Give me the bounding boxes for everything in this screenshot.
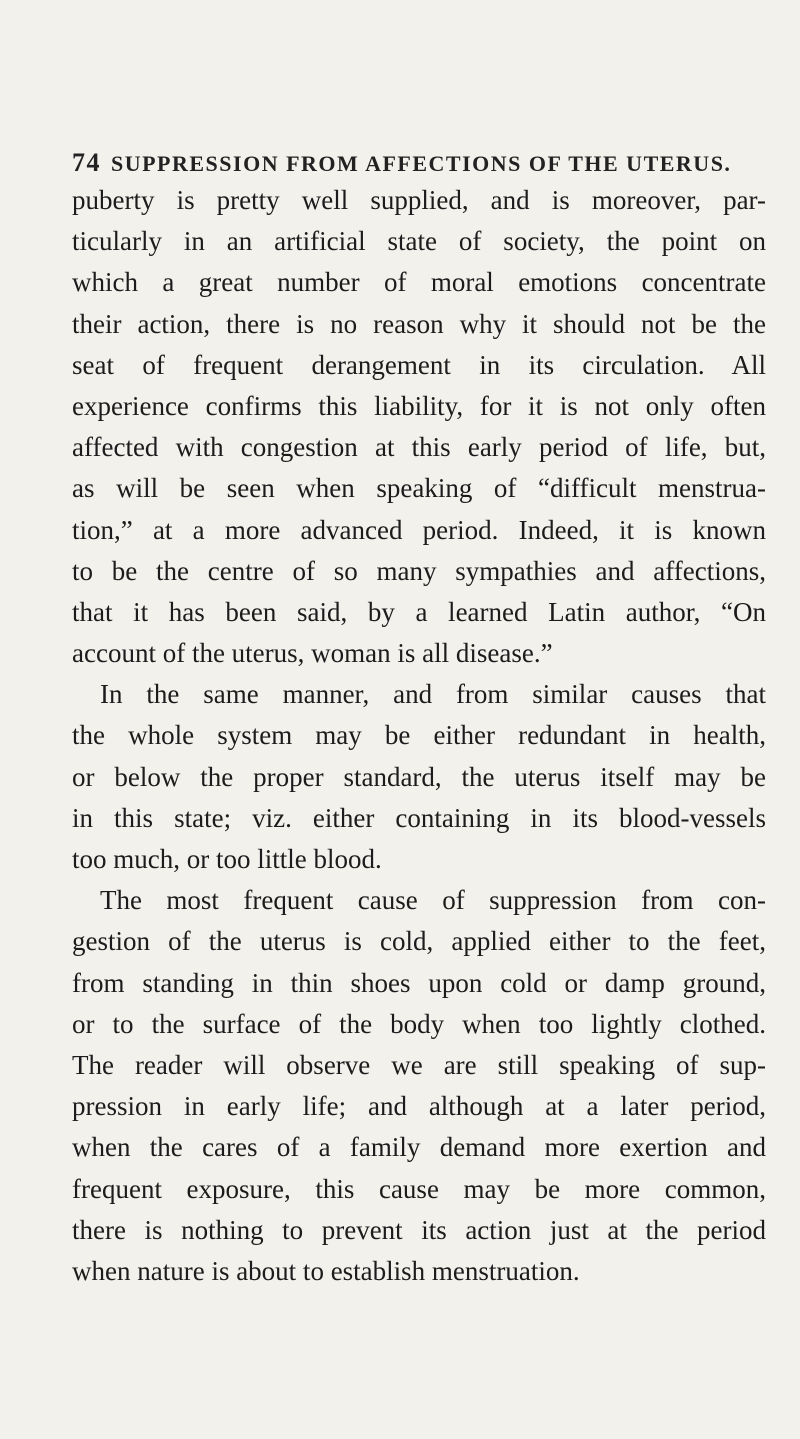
text-line: pression in early life; and although at a later period,	[72, 1091, 766, 1122]
paragraph	[72, 180, 766, 674]
text-line: in this state; viz. either containing in its blood-vessels	[72, 802, 766, 833]
text-line: or below the proper standard, the uterus itself may be	[72, 761, 766, 792]
text-line: experience confirms this liability, for it is not only often	[72, 390, 766, 421]
text-line: ticularly in an artificial state of society, the point on	[72, 226, 766, 257]
text-line: the whole system may be either redundant in health,	[72, 720, 766, 751]
text-line: puberty is pretty well supplied, and is moreover, par-	[72, 185, 766, 215]
page-number: 74	[72, 148, 101, 177]
text-line: seat of frequent derangement in its circulation. All	[72, 349, 766, 380]
text-line: too much, or too little blood.	[72, 844, 382, 874]
text-line: to be the centre of so many sympathies and affections,	[72, 555, 766, 586]
text-line: as will be seen when speaking of “difficult menstrua-	[72, 473, 766, 504]
paragraph	[72, 674, 766, 880]
body-text	[72, 180, 766, 1292]
text-line: The most frequent cause of suppression from con-	[100, 885, 766, 916]
text-line: or to the surface of the body when too lightly clothed.	[72, 1008, 766, 1039]
text-line: account of the uterus, woman is all disease.”	[72, 638, 553, 669]
text-line: their action, there is no reason why it should not be the	[72, 308, 766, 339]
text-line: gestion of the uterus is cold, applied either to the feet,	[72, 926, 766, 957]
text-line: from standing in thin shoes upon cold or damp ground,	[72, 967, 766, 998]
text-line: frequent exposure, this cause may be more common,	[72, 1173, 766, 1204]
text-line: The reader will observe we are still speaking of sup-	[72, 1049, 766, 1080]
text-line: tion,” at a more advanced period. Indeed, it is known	[72, 514, 766, 545]
text-line: affected with congestion at this early period of life, but,	[72, 432, 766, 463]
text-line: In the same manner, and from similar causes that	[100, 679, 766, 710]
text-line: that it has been said, by a learned Latin author, “On	[72, 596, 766, 627]
paragraph	[72, 880, 766, 1292]
text-line: when the cares of a family demand more exertion and	[72, 1132, 766, 1163]
running-head	[72, 148, 762, 178]
text-line: which a great number of moral emotions concentrate	[72, 267, 766, 298]
text-line: there is nothing to prevent its action just at the period	[72, 1214, 766, 1245]
running-title: SUPPRESSION FROM AFFECTIONS OF THE UTERUS.	[111, 151, 732, 176]
text-line: when nature is about to establish menstruation.	[72, 1255, 580, 1286]
